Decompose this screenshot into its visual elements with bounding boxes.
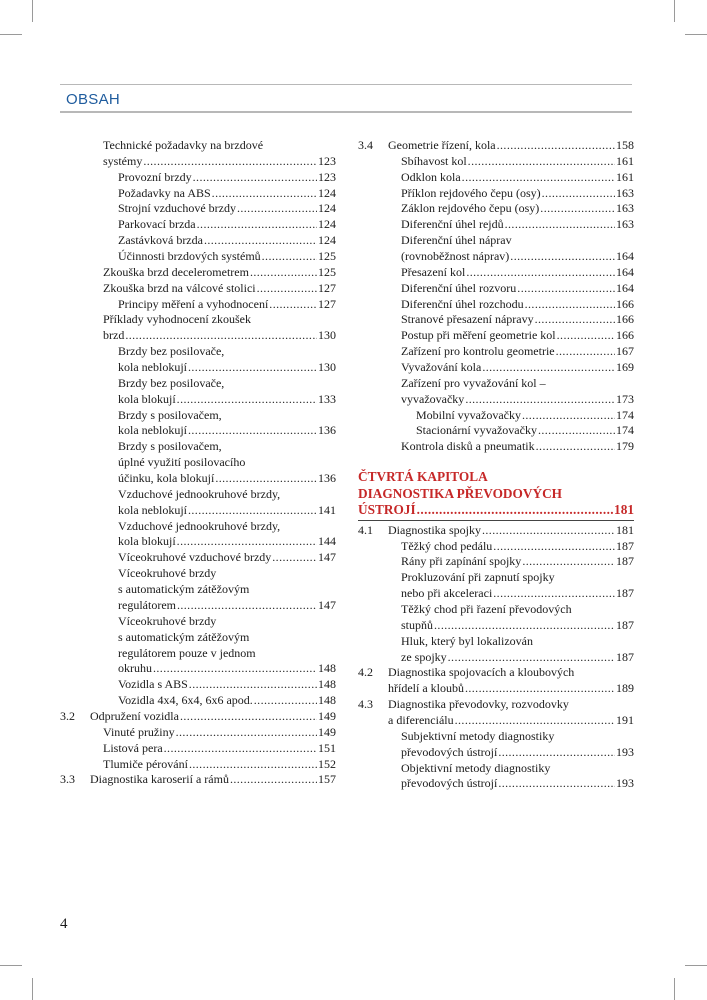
toc-entry-title: Vozidla s ABS bbox=[118, 677, 188, 692]
toc-section-number: 4.2 bbox=[358, 665, 373, 680]
toc-page-number: 163 bbox=[616, 185, 634, 200]
crop-mark bbox=[674, 0, 675, 22]
toc-entry bbox=[60, 249, 336, 265]
toc-entry bbox=[60, 376, 336, 392]
toc-entry-title: Požadavky na ABS bbox=[118, 185, 211, 200]
toc-entry-title: převodových ústrojí bbox=[401, 744, 498, 759]
toc-page-number: 164 bbox=[616, 249, 634, 264]
toc-entry-title: Rány při zapínání spojky bbox=[401, 554, 522, 569]
toc-entry bbox=[60, 503, 336, 519]
toc-page-number: 152 bbox=[318, 756, 336, 771]
toc-dot-leader bbox=[176, 725, 317, 741]
toc-entry-title: Víceokruhové brzdy bbox=[118, 613, 217, 628]
toc-entry-title: hřídelí a kloubů bbox=[388, 681, 464, 696]
toc-entry-title: (rovnoběžnost náprav) bbox=[401, 249, 510, 264]
toc-entry-title: Odklon kola bbox=[401, 169, 461, 184]
toc-page-number: 181 bbox=[616, 522, 634, 537]
toc-dot-leader bbox=[188, 360, 317, 376]
toc-dot-leader bbox=[197, 217, 317, 233]
toc-dot-leader bbox=[269, 297, 317, 313]
toc-dot-leader bbox=[498, 776, 615, 792]
toc-dot-leader bbox=[189, 677, 317, 693]
toc-page-number: 127 bbox=[318, 280, 336, 295]
toc-entry bbox=[60, 550, 336, 566]
toc-entry bbox=[60, 661, 336, 677]
toc-dot-leader bbox=[230, 772, 317, 788]
toc-dot-leader bbox=[482, 523, 615, 539]
toc-entry bbox=[358, 217, 634, 233]
toc-entry bbox=[358, 249, 634, 265]
toc-entry-title: s automatickým zátěžovým bbox=[118, 582, 250, 597]
toc-entry-title: regulátorem bbox=[118, 597, 176, 612]
toc-entry-title: Diferenční úhel rozchodu bbox=[401, 296, 524, 311]
toc-entry-title: Zkouška brzd na válcové stolici bbox=[103, 280, 256, 295]
toc-dot-leader bbox=[498, 745, 615, 761]
crop-mark bbox=[0, 965, 22, 966]
toc-page-number: 147 bbox=[318, 597, 336, 612]
toc-entry bbox=[60, 741, 336, 757]
toc-entry-title: vyvažovačky bbox=[401, 391, 465, 406]
toc-page-number: 130 bbox=[318, 328, 336, 343]
toc-dot-leader bbox=[493, 586, 615, 602]
toc-dot-leader bbox=[272, 550, 317, 566]
toc-dot-leader bbox=[254, 693, 317, 709]
toc-page-number: 161 bbox=[616, 169, 634, 184]
toc-entry bbox=[60, 265, 336, 281]
toc-page-number: 141 bbox=[318, 502, 336, 517]
toc-dot-leader bbox=[143, 154, 317, 170]
toc-section-number: 3.2 bbox=[60, 708, 75, 723]
toc-entry-title: ze spojky bbox=[401, 649, 447, 664]
toc-entry bbox=[358, 618, 634, 634]
toc-entry bbox=[358, 138, 634, 154]
crop-mark bbox=[32, 978, 33, 1000]
toc-entry bbox=[358, 423, 634, 439]
toc-page-number: 124 bbox=[318, 217, 336, 232]
toc-entry-title: Víceokruhové brzdy bbox=[118, 566, 217, 581]
toc-dot-leader bbox=[257, 281, 317, 297]
toc-page-number: 124 bbox=[318, 233, 336, 248]
toc-page-number: 133 bbox=[318, 391, 336, 406]
toc-entry bbox=[358, 523, 634, 539]
toc-entry bbox=[60, 646, 336, 662]
toc-page-number: 163 bbox=[616, 217, 634, 232]
toc-right-column bbox=[358, 138, 634, 792]
toc-dot-leader bbox=[189, 757, 317, 773]
toc-entry-title: Zařízení pro vyvažování kol – bbox=[401, 375, 546, 390]
toc-dot-leader bbox=[434, 618, 615, 634]
toc-entry-title: Příklon rejdového čepu (osy) bbox=[401, 185, 541, 200]
toc-entry-title: kola blokují bbox=[118, 391, 176, 406]
toc-entry-title: stupňů bbox=[401, 617, 434, 632]
toc-page-number: 161 bbox=[616, 153, 634, 168]
toc-page-number: 136 bbox=[318, 471, 336, 486]
toc-entry bbox=[60, 344, 336, 360]
toc-entry bbox=[358, 154, 634, 170]
toc-entry-title: Brzdy bez posilovače, bbox=[118, 375, 225, 390]
crop-mark bbox=[685, 965, 707, 966]
toc-dot-leader bbox=[536, 439, 615, 455]
toc-entry-title: Prokluzování při zapnutí spojky bbox=[401, 570, 555, 585]
toc-entry bbox=[60, 154, 336, 170]
toc-page-number: 149 bbox=[318, 708, 336, 723]
toc-section-number: 3.4 bbox=[358, 138, 373, 152]
toc-entry-title: Sbíhavost kol bbox=[401, 153, 467, 168]
toc-dot-leader bbox=[540, 201, 615, 217]
toc-dot-leader bbox=[262, 249, 317, 265]
toc-entry-title: Účinnosti brzdových systémů bbox=[118, 249, 261, 264]
toc-entry bbox=[358, 439, 634, 455]
toc-entry-title: Záklon rejdového čepu (osy) bbox=[401, 201, 540, 216]
toc-entry bbox=[358, 539, 634, 555]
header-rule-top bbox=[60, 84, 632, 85]
toc-dot-leader bbox=[557, 328, 615, 344]
toc-entry bbox=[60, 772, 336, 788]
page-number: 4 bbox=[60, 916, 68, 932]
toc-page-number: 174 bbox=[616, 407, 634, 422]
toc-entry-title: systémy bbox=[103, 153, 143, 168]
toc-dot-leader bbox=[466, 265, 615, 281]
toc-entry bbox=[358, 170, 634, 186]
toc-dot-leader bbox=[517, 281, 615, 297]
toc-entry-title: Víceokruhové vzduchové brzdy bbox=[118, 550, 272, 565]
toc-entry bbox=[60, 519, 336, 535]
toc-page-number: 158 bbox=[616, 138, 634, 152]
toc-entry-title: převodových ústrojí bbox=[401, 776, 498, 791]
toc-page-number: 191 bbox=[616, 713, 634, 727]
toc-entry-title: Vinuté pružiny bbox=[103, 724, 175, 739]
toc-entry-title: Brzdy bez posilovače, bbox=[118, 344, 225, 359]
toc-entry-title: nebo při akceleraci bbox=[401, 586, 493, 601]
toc-entry-title: Diagnostika spojky bbox=[388, 522, 481, 537]
toc-dot-leader bbox=[417, 502, 613, 519]
toc-entry bbox=[60, 630, 336, 646]
toc-entry-title: Hluk, který byl lokalizován bbox=[401, 633, 533, 648]
toc-entry bbox=[358, 281, 634, 297]
toc-entry-title: Příklady vyhodnocení zkoušek bbox=[103, 312, 251, 327]
toc-entry-title: Těžký chod pedálu bbox=[401, 538, 493, 553]
toc-entry bbox=[60, 709, 336, 725]
toc-left-column bbox=[60, 138, 336, 788]
toc-dot-leader bbox=[522, 554, 615, 570]
toc-page-number: 166 bbox=[616, 312, 634, 327]
toc-entry-title: Těžký chod při řazení převodových bbox=[401, 601, 572, 616]
toc-dot-leader bbox=[177, 598, 317, 614]
toc-dot-leader bbox=[188, 503, 317, 519]
toc-entry bbox=[60, 534, 336, 550]
toc-entry bbox=[358, 328, 634, 344]
toc-dot-leader bbox=[522, 408, 615, 424]
header-rule-bottom bbox=[60, 111, 632, 113]
toc-page-number: 148 bbox=[318, 661, 336, 676]
toc-entry bbox=[358, 729, 634, 745]
toc-section-number: 4.3 bbox=[358, 697, 373, 712]
toc-page-number: 123 bbox=[318, 153, 336, 168]
toc-entry bbox=[60, 186, 336, 202]
toc-dot-leader bbox=[525, 297, 615, 313]
toc-entry-title: Strojní vzduchové brzdy bbox=[118, 201, 236, 216]
toc-entry bbox=[60, 392, 336, 408]
toc-dot-leader bbox=[497, 138, 615, 154]
toc-entry-title: Diagnostika spojovacích a kloubových bbox=[388, 665, 575, 680]
toc-entry-title: Tlumiče pérování bbox=[103, 756, 188, 771]
toc-page-number: 151 bbox=[318, 740, 336, 755]
chapter-heading-line: DIAGNOSTIKA PŘEVODOVÝCH bbox=[358, 485, 563, 501]
toc-entry-title: Odpružení vozidla bbox=[90, 708, 179, 723]
toc-dot-leader bbox=[538, 423, 615, 439]
toc-entry bbox=[60, 281, 336, 297]
toc-page-number: 174 bbox=[616, 423, 634, 438]
toc-page-number: 164 bbox=[616, 264, 634, 279]
toc-dot-leader bbox=[448, 650, 615, 666]
toc-dot-leader bbox=[237, 201, 317, 217]
toc-entry bbox=[60, 233, 336, 249]
toc-entry bbox=[358, 265, 634, 281]
toc-entry-title: Diferenční úhel rozvoru bbox=[401, 280, 517, 295]
toc-entry-title: Diferenční úhel náprav bbox=[401, 233, 512, 248]
toc-page-number: 163 bbox=[616, 201, 634, 216]
toc-entry-title: Vzduchové jednookruhové brzdy, bbox=[118, 518, 281, 533]
toc-entry bbox=[358, 570, 634, 586]
toc-dot-leader bbox=[125, 328, 317, 344]
chapter-page-number: 181 bbox=[614, 502, 634, 518]
toc-entry-title: brzd bbox=[103, 328, 125, 343]
toc-entry bbox=[60, 582, 336, 598]
toc-page-number: 187 bbox=[616, 538, 634, 553]
toc-entry bbox=[358, 344, 634, 360]
toc-entry-title: Stacionární vyvažovačky bbox=[416, 423, 537, 438]
toc-dot-leader bbox=[215, 471, 317, 487]
toc-page-number: 166 bbox=[616, 296, 634, 311]
toc-dot-leader bbox=[455, 713, 615, 729]
toc-page-number: 193 bbox=[616, 776, 634, 791]
toc-page-number: 125 bbox=[318, 249, 336, 264]
toc-entry bbox=[358, 681, 634, 697]
toc-entry bbox=[358, 650, 634, 666]
toc-dot-leader bbox=[542, 186, 615, 202]
toc-entry bbox=[358, 776, 634, 792]
toc-entry-title: Zařízení pro kontrolu geometrie bbox=[401, 344, 555, 359]
toc-dot-leader bbox=[482, 360, 615, 376]
toc-entry bbox=[60, 201, 336, 217]
toc-dot-leader bbox=[465, 681, 615, 697]
toc-entry-title: Vyvažování kola bbox=[401, 360, 482, 375]
toc-page-number: 124 bbox=[318, 185, 336, 200]
crop-mark bbox=[0, 34, 22, 35]
toc-entry bbox=[358, 186, 634, 202]
crop-mark bbox=[32, 0, 33, 22]
toc-page-number: 124 bbox=[318, 201, 336, 216]
toc-entry bbox=[358, 665, 634, 681]
toc-entry-title: účinku, kola blokují bbox=[118, 471, 215, 486]
toc-entry bbox=[60, 217, 336, 233]
toc-entry bbox=[358, 312, 634, 328]
toc-entry bbox=[358, 697, 634, 713]
toc-dot-leader bbox=[468, 154, 615, 170]
toc-dot-leader bbox=[556, 344, 615, 360]
toc-page-number: 149 bbox=[318, 724, 336, 739]
toc-entry bbox=[60, 170, 336, 186]
toc-entry bbox=[60, 312, 336, 328]
toc-entry bbox=[60, 471, 336, 487]
toc-dot-leader bbox=[180, 709, 317, 725]
toc-page-number: 167 bbox=[616, 344, 634, 359]
toc-entry-title: s automatickým zátěžovým bbox=[118, 629, 250, 644]
crop-mark bbox=[674, 978, 675, 1000]
toc-entry-title: regulátorem pouze v jednom bbox=[118, 645, 256, 660]
toc-entry bbox=[60, 328, 336, 344]
toc-page-number: 189 bbox=[616, 681, 634, 696]
toc-entry bbox=[358, 360, 634, 376]
toc-dot-leader bbox=[462, 170, 615, 186]
toc-entry bbox=[358, 376, 634, 392]
toc-page-number: 125 bbox=[318, 264, 336, 279]
toc-page-number: 187 bbox=[616, 617, 634, 632]
toc-entry-title: Diagnostika karoserií a rámů bbox=[90, 772, 229, 787]
toc-entry-title: Zkouška brzd decelerometrem bbox=[103, 264, 249, 279]
toc-section-number: 4.1 bbox=[358, 522, 373, 537]
toc-entry-title: Technické požadavky na brzdové bbox=[103, 138, 264, 152]
toc-entry-title: Zastávková brzda bbox=[118, 233, 203, 248]
toc-entry-title: Vzduchové jednookruhové brzdy, bbox=[118, 486, 281, 501]
chapter-heading-rule bbox=[358, 520, 634, 521]
toc-entry-title: kola neblokují bbox=[118, 502, 187, 517]
toc-dot-leader bbox=[164, 741, 317, 757]
toc-entry-title: Mobilní vyvažovačky bbox=[416, 407, 521, 422]
toc-entry bbox=[60, 614, 336, 630]
toc-dot-leader bbox=[493, 539, 615, 555]
toc-entry-title: Listová pera bbox=[103, 740, 163, 755]
toc-dot-leader bbox=[535, 312, 615, 328]
toc-entry bbox=[358, 408, 634, 424]
toc-entry bbox=[358, 602, 634, 618]
toc-entry bbox=[60, 757, 336, 773]
toc-page-number: 187 bbox=[616, 554, 634, 569]
toc-entry-title: Brzdy s posilovačem, bbox=[118, 439, 222, 454]
toc-entry bbox=[60, 693, 336, 709]
toc-entry-title: Parkovací brzda bbox=[118, 217, 196, 232]
toc-entry bbox=[60, 677, 336, 693]
chapter-heading-line: ČTVRTÁ KAPITOLA bbox=[358, 469, 488, 485]
toc-entry-title: Diagnostika převodovky, rozvodovky bbox=[388, 697, 569, 712]
toc-page-number: 173 bbox=[616, 391, 634, 406]
toc-page-number: 187 bbox=[616, 586, 634, 601]
toc-entry-title: Objektivní metody diagnostiky bbox=[401, 760, 551, 775]
toc-page-number: 136 bbox=[318, 423, 336, 438]
toc-entry bbox=[60, 138, 336, 154]
toc-entry bbox=[358, 392, 634, 408]
toc-entry-title: Brzdy s posilovačem, bbox=[118, 407, 222, 422]
toc-dot-leader bbox=[188, 423, 317, 439]
toc-dot-leader bbox=[193, 170, 317, 186]
toc-page-number: 127 bbox=[318, 296, 336, 311]
toc-entry-title: kola neblokují bbox=[118, 360, 187, 375]
section-title: OBSAH bbox=[66, 91, 121, 108]
toc-section-number: 3.3 bbox=[60, 772, 75, 787]
toc-entry bbox=[358, 297, 634, 313]
toc-entry-title: kola neblokují bbox=[118, 423, 187, 438]
chapter-heading-title: ÚSTROJÍ bbox=[358, 502, 416, 518]
toc-dot-leader bbox=[212, 186, 317, 202]
toc-entry bbox=[358, 201, 634, 217]
toc-entry bbox=[60, 725, 336, 741]
toc-entry bbox=[60, 566, 336, 582]
toc-page-number: 179 bbox=[616, 439, 634, 454]
toc-page-number: 123 bbox=[318, 169, 336, 184]
toc-entry-title: Provozní brzdy bbox=[118, 169, 192, 184]
toc-entry bbox=[358, 586, 634, 602]
toc-entry bbox=[358, 554, 634, 570]
toc-dot-leader bbox=[250, 265, 317, 281]
toc-entry bbox=[60, 408, 336, 424]
toc-entry-title: a diferenciálu bbox=[388, 713, 454, 727]
toc-entry bbox=[60, 360, 336, 376]
toc-page-number: 144 bbox=[318, 534, 336, 549]
toc-dot-leader bbox=[510, 249, 615, 265]
toc-page-number: 157 bbox=[318, 772, 336, 787]
toc-entry bbox=[358, 761, 634, 777]
toc-entry bbox=[60, 487, 336, 503]
toc-entry-title: kola blokují bbox=[118, 534, 176, 549]
toc-entry bbox=[60, 598, 336, 614]
toc-page-number: 130 bbox=[318, 360, 336, 375]
toc-entry bbox=[358, 713, 634, 729]
toc-entry bbox=[60, 423, 336, 439]
toc-entry bbox=[60, 439, 336, 455]
toc-entry bbox=[60, 455, 336, 471]
toc-page-number: 164 bbox=[616, 280, 634, 295]
toc-entry-title: úplné využití posilovacího bbox=[118, 455, 246, 470]
toc-entry bbox=[358, 745, 634, 761]
toc-entry-title: Přesazení kol bbox=[401, 264, 466, 279]
toc-dot-leader bbox=[505, 217, 615, 233]
toc-entry-title: Principy měření a vyhodnocení bbox=[118, 296, 269, 311]
toc-entry bbox=[358, 233, 634, 249]
toc-page-number: 193 bbox=[616, 744, 634, 759]
toc-entry-title: Diferenční úhel rejdů bbox=[401, 217, 504, 232]
toc-entry-title: Stranové přesazení nápravy bbox=[401, 312, 534, 327]
toc-entry-title: Subjektivní metody diagnostiky bbox=[401, 728, 555, 743]
toc-entry-title: Postup při měření geometrie kol bbox=[401, 328, 556, 343]
chapter-heading-line bbox=[358, 502, 634, 519]
toc-dot-leader bbox=[177, 534, 317, 550]
toc-entry bbox=[358, 634, 634, 650]
toc-entry-title: Geometrie řízení, kola bbox=[388, 138, 496, 152]
toc-page-number: 147 bbox=[318, 550, 336, 565]
toc-dot-leader bbox=[204, 233, 317, 249]
toc-page-number: 187 bbox=[616, 649, 634, 664]
toc-entry-title: Kontrola disků a pneumatik bbox=[401, 439, 535, 454]
toc-page-number: 166 bbox=[616, 328, 634, 343]
toc-page-number: 148 bbox=[318, 677, 336, 692]
toc-entry-title: okruhu bbox=[118, 661, 152, 676]
toc-dot-leader bbox=[153, 661, 317, 677]
toc-dot-leader bbox=[177, 392, 317, 408]
toc-entry-title: Vozidla 4x4, 6x4, 6x6 apod. bbox=[118, 693, 253, 708]
crop-mark bbox=[685, 34, 707, 35]
toc-entry bbox=[60, 297, 336, 313]
toc-dot-leader bbox=[465, 392, 615, 408]
toc-page-number: 148 bbox=[318, 693, 336, 708]
toc-page-number: 169 bbox=[616, 360, 634, 375]
